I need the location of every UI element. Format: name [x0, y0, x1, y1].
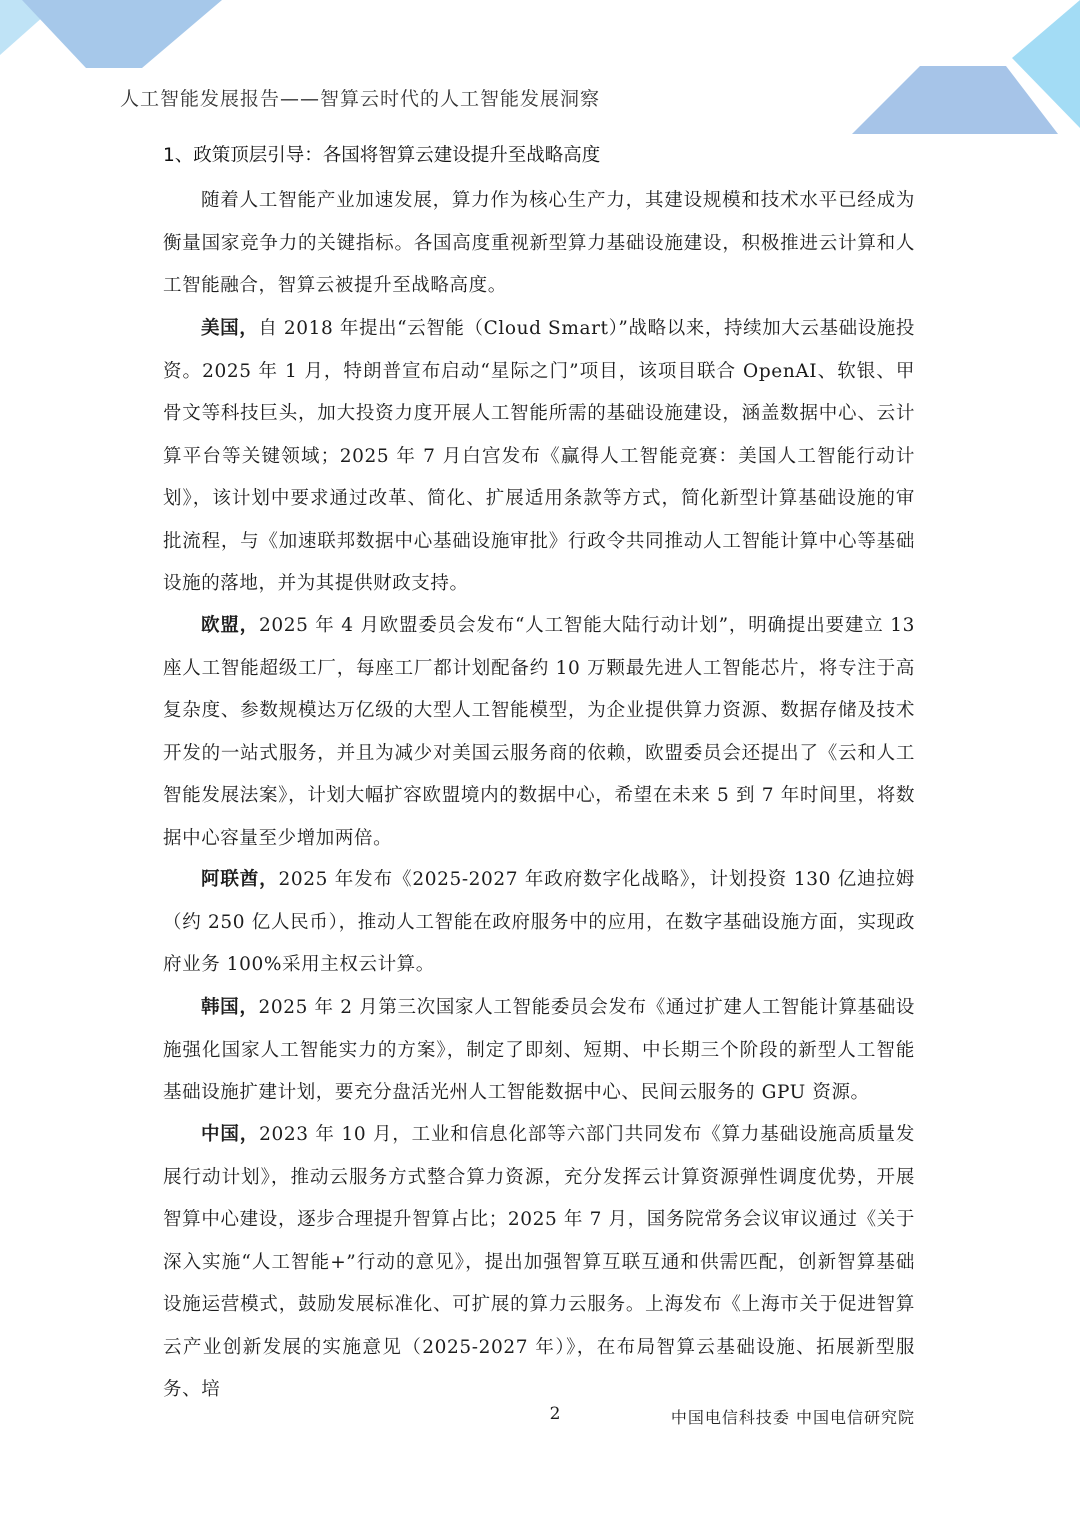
paragraph-uae-text: 2025 年发布《2025-2027 年政府数字化战略》，计划投资 130 亿迪拉姆（约 250 亿人民币），推动人工智能在政府服务中的应用，在数字基础设施方面，实现政府业务 100%采用主权云计算。: [163, 869, 915, 975]
footer-organizations: 中国电信科技委 中国电信研究院: [670, 1408, 915, 1427]
paragraph-intro-text: 随着人工智能产业加速发展，算力作为核心生产力，其建设规模和技术水平已经成为衡量国家竞争力的关键指标。各国高度重视新型算力基础设施建设，积极推进云计算和人工智能融合，智算云被提升至战略高度。: [163, 190, 915, 296]
running-header-title: 人工智能发展报告——智算云时代的人工智能发展洞察: [120, 88, 601, 110]
country-label-usa: 美国，: [201, 318, 259, 339]
paragraph-uae: [163, 859, 915, 987]
paragraph-intro: [163, 180, 915, 308]
country-label-korea: 韩国，: [201, 997, 259, 1018]
country-label-uae: 阿联酋，: [201, 869, 279, 890]
country-label-eu: 欧盟，: [201, 615, 259, 636]
decor-trapezoid-right: [852, 66, 1058, 134]
header-decoration: [0, 0, 1080, 140]
paragraph-eu: [163, 605, 915, 860]
section-heading: 1、政策顶层引导：各国将智算云建设提升至战略高度: [163, 145, 601, 166]
page-number: 2: [549, 1404, 561, 1424]
paragraph-eu-text: 2025 年 4 月欧盟委员会发布“人工智能大陆行动计划”，明确提出要建立 13 座人工智能超级工厂，每座工厂都计划配备约 10 万颗最先进人工智能芯片，将专注于高复杂度、参数规模达万亿级的大型人工智能模型，为企业提供算力资源、数据存储及技术开发的一站式服务，并且为减少对美国云服务商的依赖，欧盟委员会还提出了《云和人工智能发展法案》，计划大幅扩容欧盟境内的数据中心，希望在未来 5 到 7 年时间里，将数据中心容量至少增加两倍。: [163, 615, 915, 849]
country-label-china: 中国，: [201, 1124, 260, 1145]
paragraph-korea-text: 2025 年 2 月第三次国家人工智能委员会发布《通过扩建人工智能计算基础设施强化国家人工智能实力的方案》，制定了即刻、短期、中长期三个阶段的新型人工智能基础设施扩建计划，要充分盘活光州人工智能数据中心、民间云服务的 GPU 资源。: [163, 997, 915, 1103]
paragraph-china: [163, 1114, 915, 1412]
paragraph-china-text: 2023 年 10 月，工业和信息化部等六部门共同发布《算力基础设施高质量发展行动计划》，推动云服务方式整合算力资源，充分发挥云计算资源弹性调度优势，开展智算中心建设，逐步合理提升智算占比；2025 年 7 月，国务院常务会议审议通过《关于深入实施“人工智能+”行动的意见》，提出加强智算互联互通和供需匹配，创新智算基础设施运营模式，鼓励发展标准化、可扩展的算力云服务。上海发布《上海市关于促进智算云产业创新发展的实施意见（2025-2027 年）》，在布局智算云基础设施、拓展新型服务、培: [163, 1124, 915, 1400]
paragraph-korea: [163, 987, 915, 1115]
paragraph-usa: [163, 308, 915, 606]
paragraph-usa-text: 自 2018 年提出“云智能（Cloud Smart）”战略以来，持续加大云基础设施投资。2025 年 1 月，特朗普宣布启动“星际之门”项目，该项目联合 OpenAI、软银、甲骨文等科技巨头，加大投资力度开展人工智能所需的基础设施建设，涵盖数据中心、云计算平台等关键领域；2025 年 7 月白宫发布《赢得人工智能竞赛：美国人工智能行动计划》，该计划中要求通过改革、简化、扩展适用条款等方式，简化新型计算基础设施的审批流程，与《加速联邦数据中心基础设施审批》行政令共同推动人工智能计算中心等基础设施的落地，并为其提供财政支持。: [163, 318, 915, 594]
decor-parallelogram-top-left: [22, 0, 222, 68]
